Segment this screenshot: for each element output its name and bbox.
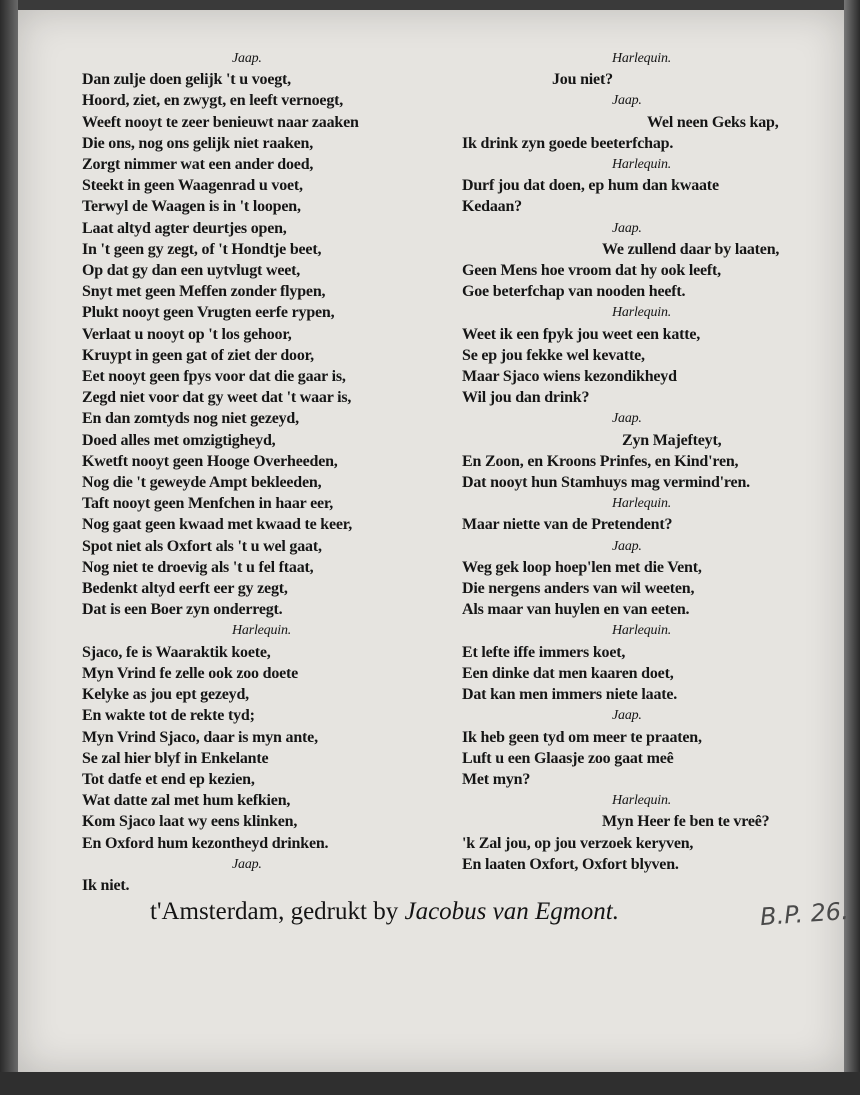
verse-line: Kom Sjaco laat wy eens klinken,	[82, 813, 298, 831]
verse-line: En dan zomtyds nog niet gezeyd,	[82, 410, 299, 428]
verse-line: Kruypt in geen gat of ziet der door,	[82, 346, 314, 364]
verse-line: Geen Mens hoe vroom dat hy ook leeft,	[462, 262, 721, 280]
speaker-heading: Jaap.	[612, 220, 642, 236]
verse-line: Maar niette van de Pretendent?	[462, 516, 673, 534]
speaker-heading: Jaap.	[612, 93, 642, 109]
verse-line: Zegd niet voor dat gy weet dat 't waar is,	[82, 389, 352, 407]
speaker-heading: Harlequin.	[232, 623, 292, 639]
verse-line: Taft nooyt geen Menfchen in haar eer,	[82, 495, 334, 513]
book-spine-shadow	[0, 0, 18, 1095]
speaker-heading: Harlequin.	[612, 51, 672, 66]
verse-line: Nog niet te droevig als 't u fel ftaat,	[82, 558, 314, 576]
verse-line: Steekt in geen Waagenrad u voet,	[82, 177, 303, 195]
verse-line: Spot niet als Oxfort als 't u wel gaat,	[82, 537, 322, 555]
verse-line: Wat datte zal met hum kefkien,	[82, 792, 291, 810]
verse-line: 'k Zal jou, op jou verzoek keryven,	[462, 834, 694, 852]
verse-line: Et lefte iffe immers koet,	[462, 643, 626, 661]
verse-line: Jou niet?	[552, 71, 613, 89]
verse-line: Ik drink zyn goede beeterfchap.	[462, 134, 674, 152]
page-edge-shadow	[844, 0, 860, 1095]
verse-line: Zyn Majefteyt,	[622, 431, 722, 449]
verse-line: Nog die 't geweyde Ampt bekleeden,	[82, 474, 322, 492]
verse-line: Bedenkt altyd eerft eer gy zegt,	[82, 580, 288, 598]
verse-line: Wel neen Geks kap,	[647, 113, 779, 131]
page-bottom-edge	[0, 1072, 860, 1095]
verse-line: Op dat gy dan een uytvlugt weet,	[82, 262, 301, 280]
verse-line: Een dinke dat men kaaren doet,	[462, 664, 674, 682]
verse-line: Doed alles met omzigtigheyd,	[82, 431, 276, 449]
verse-line: Plukt nooyt geen Vrugten eerfe rypen,	[82, 304, 335, 322]
verse-line: Kedaan?	[462, 198, 522, 216]
verse-line: Ik niet.	[82, 876, 130, 894]
pencil-shelfmark: B.P. 26.	[759, 896, 850, 932]
verse-line: Dat nooyt hun Stamhuys mag vermind'ren.	[462, 474, 750, 492]
left-text-column	[82, 48, 452, 896]
verse-line: We zullend daar by laaten,	[602, 240, 780, 258]
verse-line: En Oxford hum kezontheyd drinken.	[82, 834, 329, 852]
speaker-heading: Harlequin.	[612, 157, 672, 173]
speaker-heading: Jaap.	[612, 538, 642, 554]
imprint-place: t'Amsterdam, gedrukt by	[150, 898, 399, 925]
speaker-heading: Harlequin.	[612, 305, 672, 321]
verse-line: Nog gaat geen kwaad met kwaad te keer,	[82, 516, 353, 534]
verse-line: Hoord, ziet, en zwygt, en leeft vernoegt,	[82, 92, 344, 110]
verse-line: Maar Sjaco wiens kezondikheyd	[462, 368, 677, 386]
verse-line: Myn Vrind Sjaco, daar is myn ante,	[82, 728, 318, 746]
speaker-heading: Jaap.	[232, 51, 262, 66]
speaker-heading: Jaap.	[612, 708, 642, 724]
verse-line: Myn Heer fe ben te vreê?	[602, 813, 770, 831]
verse-line: Se zal hier blyf in Enkelante	[82, 749, 269, 767]
verse-line: Goe beterfchap van nooden heeft.	[462, 283, 686, 301]
verse-line: Zorgt nimmer wat een ander doed,	[82, 156, 314, 174]
verse-line: En Zoon, en Kroons Prinfes, en Kind'ren,	[462, 452, 739, 470]
speaker-heading: Jaap.	[612, 411, 642, 427]
verse-line: Laat altyd agter deurtjes open,	[82, 219, 287, 237]
verse-line: Dan zulje doen gelijk 't u voegt,	[82, 71, 291, 89]
right-text-column	[462, 48, 822, 875]
verse-line: Met myn?	[462, 770, 531, 788]
verse-line: Die nergens anders van wil weeten,	[462, 580, 695, 598]
printer-imprint	[150, 898, 830, 926]
speaker-heading: Harlequin.	[612, 496, 672, 512]
verse-line: Luft u een Glaasje zoo gaat meê	[462, 749, 674, 767]
verse-line: En laaten Oxfort, Oxfort blyven.	[462, 855, 679, 873]
verse-line: Sjaco, fe is Waaraktik koete,	[82, 643, 271, 661]
verse-line: Tot datfe et end ep kezien,	[82, 770, 255, 788]
verse-line: Snyt met geen Meffen zonder flypen,	[82, 283, 326, 301]
verse-line: Wil jou dan drink?	[462, 389, 590, 407]
verse-line: Weg gek loop hoep'len met die Vent,	[462, 558, 702, 576]
speaker-heading: Harlequin.	[612, 623, 672, 639]
speaker-heading: Harlequin.	[612, 793, 672, 809]
verse-line: Dat kan men immers niete laate.	[462, 686, 678, 704]
verse-line: Eet nooyt geen fpys voor dat die gaar is,	[82, 368, 346, 386]
verse-line: Weet ik een fpyk jou weet een katte,	[462, 325, 701, 343]
verse-line: Kwetft nooyt geen Hooge Overheeden,	[82, 452, 338, 470]
verse-line: En wakte tot de rekte tyd;	[82, 707, 255, 725]
verse-line: Terwyl de Waagen is in 't loopen,	[82, 198, 301, 216]
verse-line: Durf jou dat doen, ep hum dan kwaate	[462, 177, 719, 195]
verse-line: Se ep jou fekke wel kevatte,	[462, 346, 645, 364]
verse-line: Weeft nooyt te zeer benieuwt naar zaaken	[82, 113, 359, 131]
verse-line: Verlaat u nooyt op 't los gehoor,	[82, 325, 292, 343]
verse-line: Kelyke as jou ept gezeyd,	[82, 686, 249, 704]
verse-line: Die ons, nog ons gelijk niet raaken,	[82, 134, 314, 152]
verse-line: In 't geen gy zegt, of 't Hondtje beet,	[82, 240, 322, 258]
speaker-heading: Jaap.	[232, 856, 262, 872]
verse-line: Als maar van huylen en van eeten.	[462, 601, 690, 619]
verse-line: Dat is een Boer zyn onderregt.	[82, 601, 283, 619]
verse-line: Myn Vrind fe zelle ook zoo doete	[82, 664, 299, 682]
imprint-printer: Jacobus van Egmont.	[404, 898, 620, 925]
verse-line: Ik heb geen tyd om meer te praaten,	[462, 728, 702, 746]
